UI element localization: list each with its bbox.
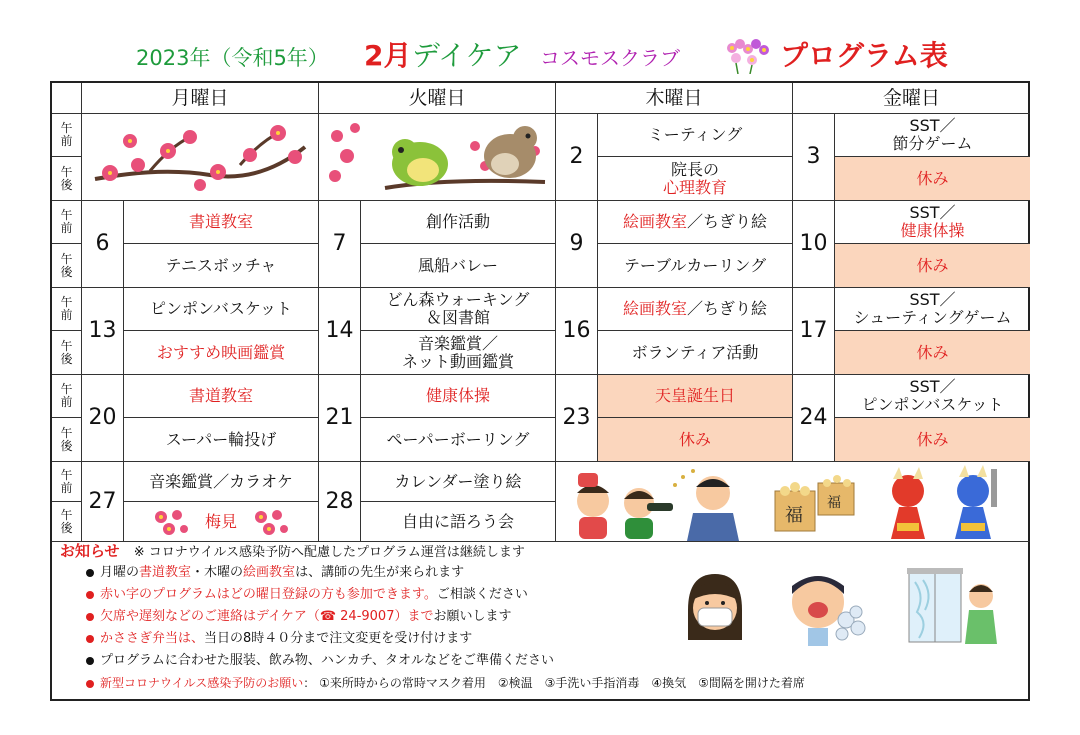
gargling-person-icon	[780, 568, 870, 648]
notice-heading: お知らせ	[60, 542, 120, 560]
holiday-cell: 休み	[835, 244, 1030, 288]
program-text: 節分ゲーム	[892, 134, 973, 153]
day-number: 21	[319, 375, 361, 462]
program-cell: 風船バレー	[361, 244, 556, 288]
time-label-am: 午 前	[52, 288, 82, 331]
program-text: 心理教育	[662, 177, 727, 197]
schedule-table	[50, 81, 1030, 701]
bullet-icon	[86, 680, 94, 688]
notice-line	[86, 650, 554, 672]
time-label-am: 午 前	[52, 375, 82, 418]
time-label-pm: 午 後	[52, 244, 82, 288]
program-text: どん森ウォーキング	[386, 290, 530, 309]
title-month: 2月	[364, 39, 412, 72]
day-number: 28	[319, 462, 361, 542]
time-label-pm: 午 後	[52, 502, 82, 542]
program-cell	[361, 331, 556, 375]
day-number: 16	[556, 288, 598, 375]
program-cell	[835, 375, 1030, 418]
program-cell: 書道教室	[124, 375, 319, 418]
day-number: 14	[319, 288, 361, 375]
plum-branch-icon	[90, 117, 310, 197]
notice-text: 絵画教室	[243, 565, 296, 580]
program-text: SST／	[909, 290, 956, 309]
day-number: 3	[793, 114, 835, 201]
cosmos-flower-icon	[718, 34, 776, 74]
notice-text: 当日の8時４０分まで注文変更を受け付けます	[204, 631, 473, 646]
program-cell	[835, 288, 1030, 331]
day-number: 17	[793, 288, 835, 375]
program-cell: 創作活動	[361, 201, 556, 244]
program-text: ／ちぎり絵	[687, 212, 768, 231]
program-text: SST／	[909, 203, 956, 222]
program-cell: ペーパーボーリング	[361, 418, 556, 462]
program-text: ＆図書館	[425, 308, 490, 327]
time-label-pm: 午 後	[52, 331, 82, 375]
program-cell: 健康体操	[361, 375, 556, 418]
notice-text: 欠席や遅刻などのご連絡はデイケア（☎ 24-9007）まで	[100, 609, 434, 624]
day-number: 2	[556, 114, 598, 201]
day-number: 27	[82, 462, 124, 542]
setsubun-characters-icon	[563, 463, 1023, 541]
day-number: 24	[793, 375, 835, 462]
program-text: シューティングゲーム	[853, 308, 1012, 327]
program-text: 院長の	[670, 159, 719, 179]
program-text: 絵画教室	[622, 299, 687, 318]
notice-text: ： ①来所時からの常時マスク着用 ②検温 ③手洗い手指消毒 ④換気 ⑤間隔を開けた着席	[303, 676, 805, 690]
title-program: プログラム表	[780, 39, 948, 72]
program-cell: ピンポンバスケット	[124, 288, 319, 331]
bullet-icon	[86, 613, 94, 621]
notice-section	[52, 542, 1028, 701]
program-text: ネット動画鑑賞	[401, 351, 514, 371]
time-label-am: 午 前	[52, 114, 82, 157]
program-text: 健康体操	[900, 221, 965, 240]
time-label-am: 午 前	[52, 201, 82, 244]
day-number: 9	[556, 201, 598, 288]
bullet-icon	[86, 657, 94, 665]
fuku-label: 福	[827, 494, 841, 511]
plum-blossom-illustration	[82, 114, 319, 201]
program-cell: テーブルカーリング	[598, 244, 793, 288]
program-cell: 書道教室	[124, 201, 319, 244]
notice-text: ・木曜の	[191, 565, 244, 580]
notice-text: は、講師の先生が来られます	[295, 565, 465, 580]
program-text: 音楽鑑賞／	[417, 333, 498, 353]
notice-text: ご相談ください	[436, 587, 528, 602]
program-text: 梅見	[204, 511, 237, 531]
title-year: 2023年（令和5年）	[136, 46, 329, 70]
program-cell: スーパー輪投げ	[124, 418, 319, 462]
holiday-cell: 休み	[835, 418, 1030, 462]
header-friday: 金曜日	[793, 83, 1030, 114]
program-cell	[124, 502, 319, 542]
notice-text: 赤い字のプログラムはどの曜日登録の方も参加できます。	[100, 587, 437, 602]
program-cell	[598, 201, 793, 244]
program-cell	[598, 288, 793, 331]
header-monday: 月曜日	[82, 83, 319, 114]
notice-line	[86, 584, 528, 606]
day-number: 6	[82, 201, 124, 288]
program-text: SST／	[909, 116, 956, 135]
notice-text: 新型コロナウイルス感染予防のお願い	[100, 676, 304, 690]
program-cell	[835, 114, 1030, 157]
title-daycare: デイケア	[412, 39, 522, 72]
page-title	[0, 34, 1080, 74]
program-cell: おすすめ映画鑑賞	[124, 331, 319, 375]
bush-warbler-illustration	[319, 114, 556, 201]
notice-line	[86, 672, 805, 694]
day-number: 10	[793, 201, 835, 288]
program-cell: 自由に語ろう会	[361, 502, 556, 542]
notice-text: お願いします	[433, 609, 512, 624]
program-cell: 音楽鑑賞／カラオケ	[124, 462, 319, 502]
notice-line	[86, 628, 472, 650]
header-tuesday: 火曜日	[319, 83, 556, 114]
program-text: SST／	[909, 377, 956, 396]
program-text: ／ちぎり絵	[687, 299, 768, 318]
holiday-cell: 天皇誕生日	[598, 375, 793, 418]
plum-flower-icon	[151, 507, 191, 537]
day-number: 23	[556, 375, 598, 462]
holiday-cell: 休み	[598, 418, 793, 462]
ventilation-window-icon	[907, 566, 1002, 646]
program-cell: ミーティング	[598, 114, 793, 157]
day-number: 13	[82, 288, 124, 375]
program-cell	[598, 157, 793, 201]
notice-intro: ※ コロナウイルス感染予防へ配慮したプログラム運営は継続します	[133, 545, 525, 560]
title-club: コスモスクラブ	[540, 46, 680, 70]
time-label-pm: 午 後	[52, 418, 82, 462]
program-cell: テニスボッチャ	[124, 244, 319, 288]
bullet-icon	[86, 591, 94, 599]
program-cell	[835, 201, 1030, 244]
notice-text: プログラムに合わせた服装、飲み物、ハンカチ、タオルなどをご準備ください	[100, 653, 554, 668]
header-thursday: 木曜日	[556, 83, 793, 114]
program-cell	[361, 288, 556, 331]
bullet-icon	[86, 569, 94, 577]
notice-text: かささぎ弁当は、	[100, 631, 205, 646]
program-cell: カレンダー塗り絵	[361, 462, 556, 502]
day-number: 20	[82, 375, 124, 462]
holiday-cell: 休み	[835, 157, 1030, 201]
program-cell: ボランティア活動	[598, 331, 793, 375]
corner-cell	[52, 83, 82, 114]
time-label-am: 午 前	[52, 462, 82, 502]
fuku-label: 福	[785, 504, 803, 526]
bullet-icon	[86, 635, 94, 643]
holiday-cell: 休み	[835, 331, 1030, 375]
notice-text: 月曜の	[100, 565, 140, 580]
day-number: 7	[319, 201, 361, 288]
program-text: 絵画教室	[622, 212, 687, 231]
mask-person-icon	[680, 570, 750, 644]
birds-on-branch-icon	[325, 116, 550, 198]
time-label-pm: 午 後	[52, 157, 82, 201]
notice-line	[86, 606, 512, 628]
setsubun-illustration	[556, 462, 1030, 542]
notice-line	[86, 562, 464, 584]
program-text: ピンポンバスケット	[861, 395, 1004, 414]
plum-flower-icon	[251, 507, 291, 537]
notice-text: 書道教室	[139, 565, 192, 580]
